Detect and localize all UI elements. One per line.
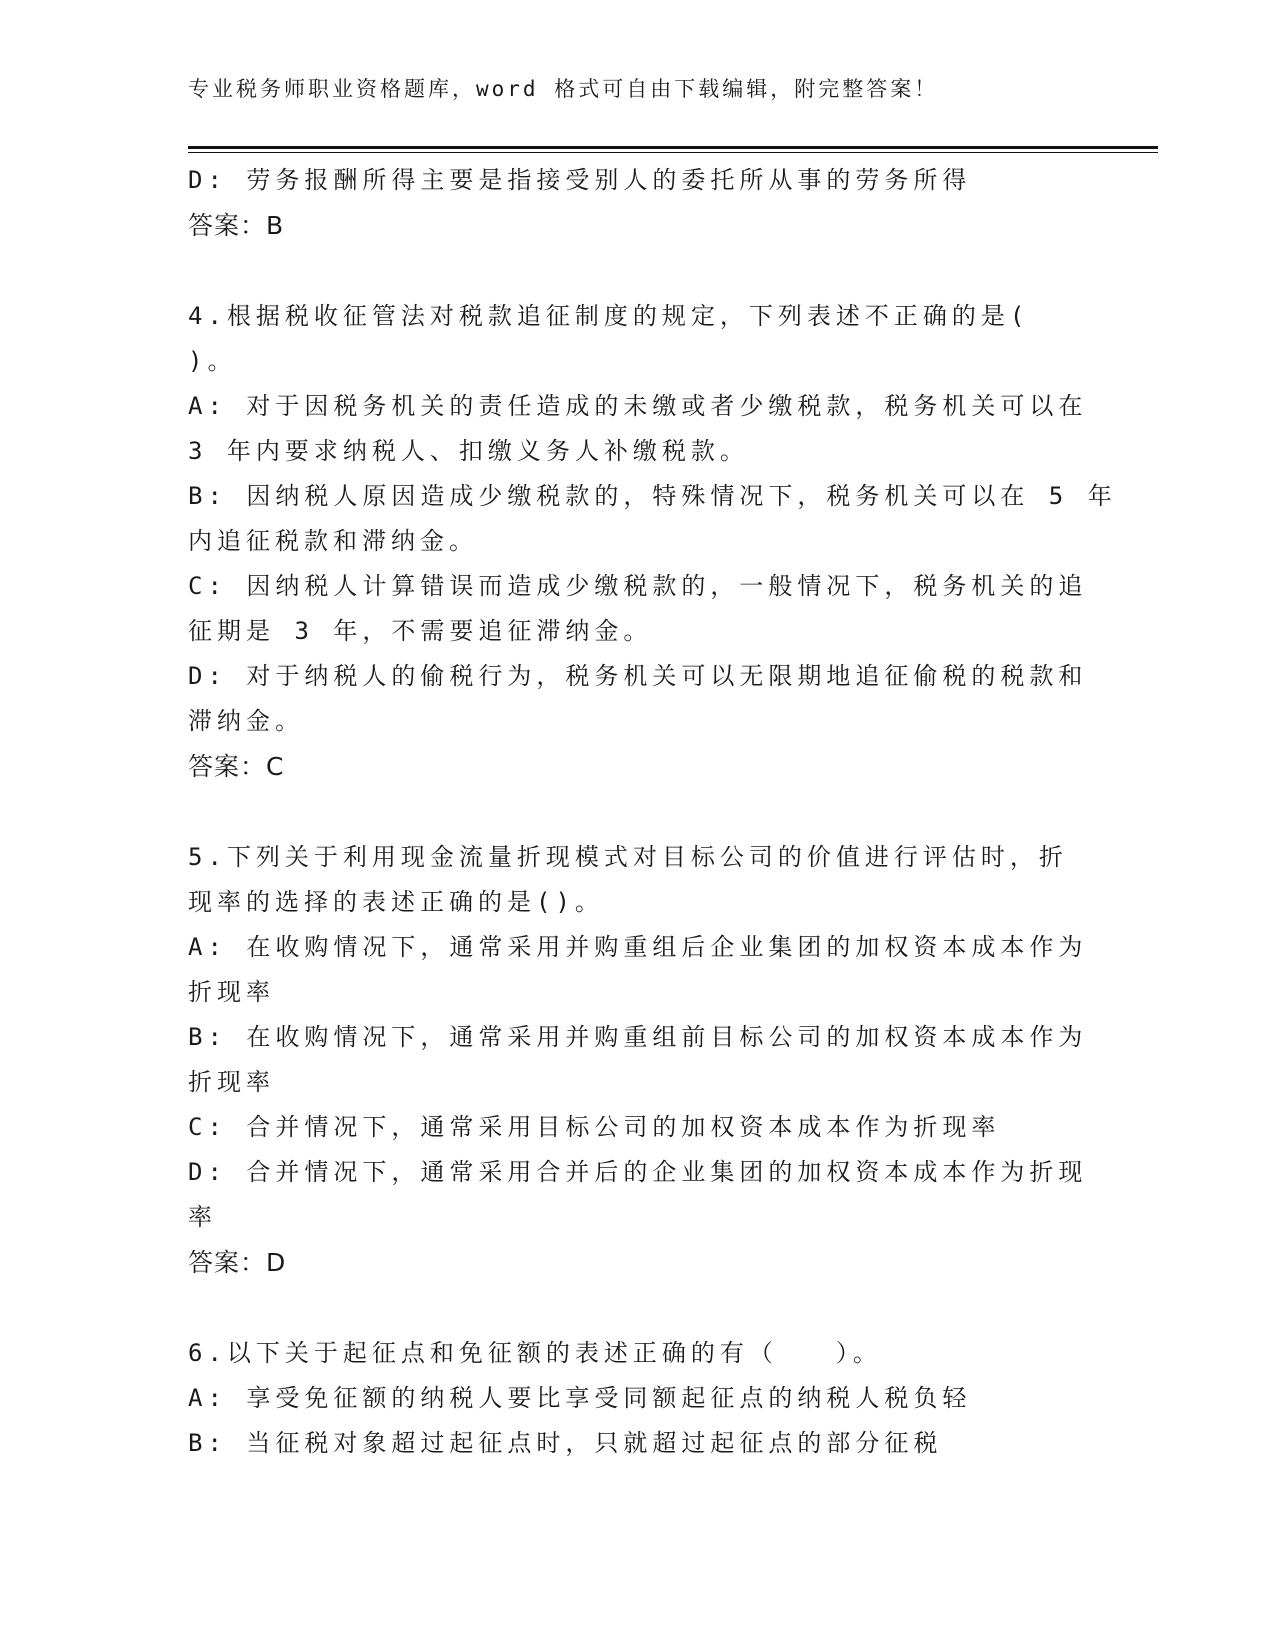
q5-stem-line-1: 5.下列关于利用现金流量折现模式对目标公司的价值进行评估时，折 (188, 843, 1068, 871)
header-divider-thick (188, 146, 1158, 149)
question-content (188, 158, 1117, 1466)
q4-stem-line-2: )。 (188, 347, 237, 375)
q5-option-b-line-2: 折现率 (188, 1068, 275, 1096)
q5-option-c-line-1: C: 合并情况下，通常采用目标公司的加权资本成本作为折现率 (188, 1113, 1001, 1141)
q5-answer: 答案：D (188, 1248, 287, 1277)
q5-option-b-line-1: B: 在收购情况下，通常采用并购重组前目标公司的加权资本成本作为 (188, 1023, 1088, 1051)
q5-option-a-line-2: 折现率 (188, 978, 275, 1006)
spacer (188, 789, 1088, 835)
q4-answer: 答案：C (188, 752, 285, 781)
spacer (188, 1285, 1088, 1331)
q4-stem-line-1: 4.根据税收征管法对税款追征制度的规定，下列表述不正确的是( (188, 302, 1030, 330)
q3-option-d: D: 劳务报酬所得主要是指接受别人的委托所从事的劳务所得 (188, 166, 972, 194)
q5-option-d-line-2: 率 (188, 1203, 217, 1231)
q3-answer: 答案：B (188, 211, 285, 240)
q5-option-d-line-1: D: 合并情况下，通常采用合并后的企业集团的加权资本成本作为折现 (188, 1158, 1088, 1186)
q6-option-a-line-1: A: 享受免征额的纳税人要比享受同额起征点的纳税人税负轻 (188, 1384, 972, 1412)
q4-option-b-line-2: 内追征税款和滞纳金。 (188, 527, 478, 555)
page-header: 专业税务师职业资格题库，word 格式可自由下载编辑，附完整答案！ (188, 77, 939, 101)
q4-option-c-line-1: C: 因纳税人计算错误而造成少缴税款的，一般情况下，税务机关的追 (188, 572, 1088, 600)
q6-option-b-line-1: B: 当征税对象超过起征点时，只就超过起征点的部分征税 (188, 1429, 943, 1457)
q4-option-d-line-1: D: 对于纳税人的偷税行为，税务机关可以无限期地追征偷税的税款和 (188, 662, 1088, 690)
q4-option-c-line-2: 征期是 3 年，不需要追征滞纳金。 (188, 617, 653, 645)
q4-option-d-line-2: 滞纳金。 (188, 707, 304, 735)
q4-option-b-line-1: B: 因纳税人原因造成少缴税款的，特殊情况下，税务机关可以在 5 年 (188, 482, 1117, 510)
header-divider-thin (188, 152, 1158, 153)
q5-option-a-line-1: A: 在收购情况下，通常采用并购重组后企业集团的加权资本成本作为 (188, 933, 1088, 961)
q4-option-a-line-2: 3 年内要求纳税人、扣缴义务人补缴税款。 (188, 437, 749, 465)
q6-stem-line-1: 6.以下关于起征点和免征额的表述正确的有（ ）。 (188, 1339, 882, 1367)
q5-stem-line-2: 现率的选择的表述正确的是()。 (188, 888, 604, 916)
q4-option-a-line-1: A: 对于因税务机关的责任造成的未缴或者少缴税款，税务机关可以在 (188, 392, 1088, 420)
spacer (188, 248, 1088, 294)
